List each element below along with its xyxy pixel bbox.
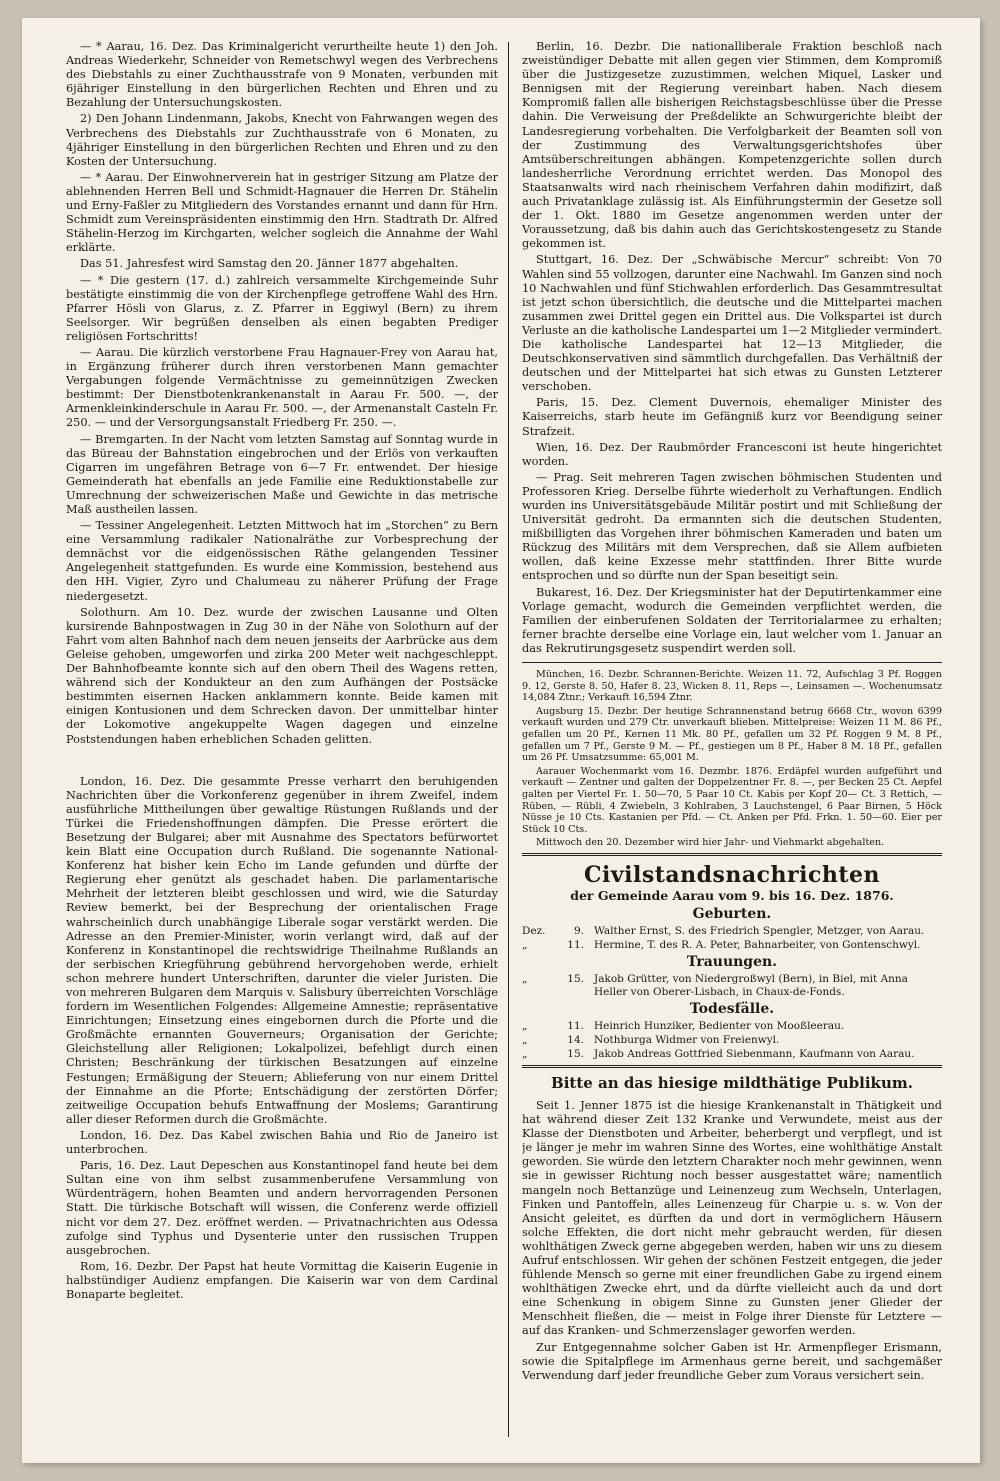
left-column	[66, 40, 498, 1440]
entry-day: 11.	[567, 938, 584, 951]
article-suhr: — * Die gestern (17. d.) zahlreich versammelte Kirchgemeinde Suhr bestätigte einstimmig die von der Kirchenpflege getroffene Wahl des Hrn. Pfarrer Hösli von Glarus, z. Z. Pfarrer in Eggiwyl (Bern) zu ihrem Seelsorger. Wir begrüßen denselben als einen begabten Prediger religiösen Fortschritts!	[66, 273, 498, 343]
entry-text: Hermine, T. des R. A. Peter, Bahnarbeiter, von Gontenschwyl.	[594, 938, 921, 951]
deaths-heading: Todesfälle.	[689, 1000, 775, 1017]
civil-register	[522, 862, 942, 1061]
entry-month: „	[522, 1033, 528, 1046]
market-aarau: Aarauer Wochenmarkt vom 16. Dezmbr. 1876. Erdäpfel wurden aufgeführt und verkauft — Zentner und galten der Doppelzentner Fr. 8. —, per Becken 25 Ct. Aepfel galten per Viertel Fr. 1. 50—70, 5 Paar 10 Ct. Kabis per Kopf 20— Ct. 3 Rettich, — Rüben, — Rübli, 4 Zwiebeln, 3 Kohlraben, 3 Lauchstengel, 6 Paar Birnen, 5 Höck Nüsse je 10 Cts. Kastanien per Pfd. — Ct. Anken per Pfd. Frkn. 1. 50—60. Eier per Stück 10 Cts.	[522, 765, 942, 835]
entry-text: Nothburga Widmer von Freienwyl.	[594, 1033, 780, 1046]
article-prag: — Prag. Seit mehreren Tagen zwischen böhmischen Studenten und Professoren Krieg. Derselbe führte wiederholt zu Verhaftungen. Endlich wurden ins Universitätsgebäude Militär postirt und mit Schließung der Universität gedroht. Da ermannten sich die deutschen Studenten, mißbilligten das Vorgehen ihrer böhmischen Kameraden und baten um Rückzug des Militärs mit dem Versprechen, daß sie Allem aufbieten wollen, daß keine Exzesse mehr stattfinden. Ihrer Bitte wurde entsprochen und so dürfte nun der Span beseitigt sein.	[522, 470, 942, 583]
birth-entry	[522, 939, 942, 952]
article-bremgarten: — Bremgarten. In der Nacht vom letzten Samstag auf Sonntag wurde in das Büreau der Bahnstation eingebrochen und der Erlös von verkauften Cigarren im ungefähren Betrage von 6—7 Fr. entwendet. Der hiesige Gemeinderath hat ebenfalls an jede Familie eine Reduktionstabelle zur Umrechnung der schweizerischen Maße und Gewichte in das metrische Maß austheilen lassen.	[66, 432, 498, 516]
article-london-kabel: London, 16. Dez. Das Kabel zwischen Bahia und Rio de Janeiro ist unterbrochen.	[66, 1128, 498, 1157]
appeal-paragraph: Zur Entgegennahme solcher Gaben ist Hr. Armenpfleger Erismann, sowie die Spitalpflege im Armenhaus gerne bereit, und sachgemäßer Verwendung darf jeder freundliche Geber zum Voraus versichert sein.	[522, 1340, 942, 1382]
entry-month: „	[522, 1019, 528, 1032]
entry-text: Walther Ernst, S. des Friedrich Spengler, Metzger, von Aarau.	[594, 924, 925, 937]
article-berlin: Berlin, 16. Dezbr. Die nationalliberale Fraktion beschloß nach zweistündiger Debatte mit allen gegen vier Stimmen, dem Kompromiß über die Justizgesetze zuzustimmen, welchen Miquel, Lasker und Bennigsen mit der Regierung vereinbart haben. Nach diesem Kompromiß fallen alle bisherigen Reichstagsbeschlüsse über die Presse dahin. Die Verweisung der Preßdelikte an Schwurgerichte bleibt der Landesregierung vorbehalten. Die Verfolgbarkeit der Beamten soll von der Zustimmung des Verwaltungsgerichtshofes über Amtsüberschreitungen abhängen. Kompetenzgerichte sollen durch landesherrliche Verordnung errichtet werden. Das Monopol des Staatsanwalts wird nach rheinischem Verfahren dahin modifizirt, daß auch Privatanklage zulässig ist. Als Einführungstermin der Gesetze soll der 1. Okt. 1880 im Gesetze angenommen werden unter der Voraussetzung, daß bis dahin auch das Gerichtskostengesetz zu Stande gekommen ist.	[522, 40, 942, 251]
entry-text: Jakob Grütter, von Niedergroßwyl (Bern), in Biel, mit Anna Heller von Oberer-Lisbach, in Chaux-de-Fonds.	[594, 972, 908, 998]
article-lindenmann: 2) Den Johann Lindenmann, Jakobs, Knecht von Fahrwangen wegen des Verbrechens des Diebstahls zur Zuchthausstrafe von 6 Monaten, zu 4jähriger Einstellung in den bürgerlichen Rechten und Ehren und zu den Kosten der Untersuchung.	[66, 112, 498, 168]
newspaper-page	[22, 18, 980, 1463]
marriages-heading: Trauungen.	[686, 953, 778, 970]
entry-month: „	[522, 1047, 528, 1060]
entry-day: 15.	[567, 1047, 584, 1060]
appeal-paragraph: Seit 1. Jenner 1875 ist die hiesige Krankenanstalt in Thätigkeit und hat während dieser Zeit 132 Kranke und Verwundete, meist aus der Klasse der Dienstboten und Arbeiter, beherbergt und verpflegt, und ist je länger je mehr im wahren Sinne des Wortes, eine wohlthätige Anstalt geworden. Sie würde den letztern Charakter noch mehr gewinnen, wenn sie in gewisser Richtung noch besser ausgestattet wäre; namentlich mangeln noch Bettanzüge und Leinenzeug zum Wechseln, Unterlagen, Finken und Pantoffeln, alles Leinenzeug für Charpie u. s. w. Von der Ansicht geleitet, es dürften da und dort in vermöglichern Häusern solche Effekten, die dort nicht mehr gebraucht werden, für diesen wohlthätigen Zweck gerne abgegeben werden, haben wir uns zu diesem Aufruf entschlossen. Wir gehen der schönen Festzeit entgegen, die jeder fühlende Mensch so gerne mit einer freundlichen Gabe zu irgend einem wohlthätigen Zwecke ehrt, und da dürfte vielleicht auch da und dort eine Schenkung in obigem Sinne zu Gunsten jener Glieder der Menschheit fließen, die — meist in Folge ihrer Dienste für Letztere — auf das Kranken- und Schmerzenslager geworfen werden.	[522, 1098, 942, 1338]
appeal-notice	[522, 1074, 942, 1383]
market-augsburg: Augsburg 15. Dezbr. Der heutige Schrannenstand betrug 6668 Ctr., wovon 6399 verkauft wurden und 279 Ctr. unverkauft blieben. Mittelpreise: Weizen 11 M. 86 Pf., gefallen um 20 Pf., Kernen 11 Mk. 80 Pf., gefallen um 32 Pf. Roggen 9 M. 8 Pf., gefallen um 7 Pf., Gerste 9 M. — Pf., gestiegen um 8 Pf., Haber 8 M. 18 Pf., gefallen um 26 Pf. Umsatzsumme: 65,001 M.	[522, 705, 942, 764]
article-rom: Rom, 16. Dezbr. Der Papst hat heute Vormittag die Kaiserin Eugenie in halbstündiger Audienz empfangen. Die Kaiserin war von dem Cardinal Bonaparte begleitet.	[66, 1259, 498, 1301]
civil-subtitle: der Gemeinde Aarau vom 9. bis 16. Dez. 1876.	[570, 887, 894, 903]
article-einwohnerverein: — * Aarau. Der Einwohnerverein hat in gestriger Sitzung am Platze der ablehnenden Herren Bell und Schmidt-Hagnauer die Herren Dr. Stähelin und Erny-Faßler zu Mitgliedern des Vorstandes ernannt und dann für Hrn. Schmidt zum Vereinspräsidenten einstimmig den Hrn. Stadtrath Dr. Alfred Stähelin-Herzog im Kirchgarten, welcher sogleich die Annahme der Wahl erklärte.	[66, 170, 498, 255]
market-notice: Mittwoch den 20. Dezember wird hier Jahr- und Viehmarkt abgehalten.	[536, 837, 885, 849]
entry-day: 15.	[567, 972, 584, 985]
article-tessiner: — Tessiner Angelegenheit. Letzten Mittwoch hat im „Storchen“ zu Bern eine Versammlung radikaler Nationalräthe zur Vorbesprechung der demnächst vor die eidgenössischen Räthe gelangenden Tessiner Angelegenheit stattgefunden. Es wurde eine Kommission, bestehend aus den HH. Vigier, Zyro und Chalumeau zu näherer Prüfung der Frage niedergesetzt.	[66, 519, 498, 603]
column-divider	[508, 42, 509, 1437]
entry-month: „	[522, 972, 528, 985]
entry-day: 11.	[567, 1019, 584, 1032]
article-paris-sultan: Paris, 16. Dez. Laut Depeschen aus Konstantinopel fand heute bei dem Sultan eine von ihm selbst zusammenberufene Versammlung von Würdenträgern, hohen Beamten und andern hervorragenden Personen Statt. Die türkische Botschaft will wissen, die Conferenz werde offiziell nicht vor dem 27. Dez. eröffnet werden. — Privatnachrichten aus Odessa zufolge sind Typhus und Dysenterie unter den russischen Truppen ausgebrochen.	[66, 1159, 498, 1257]
article-stuttgart: Stuttgart, 16. Dez. Der „Schwäbische Mercur“ schreibt: Von 70 Wahlen sind 55 vollzogen, darunter eine Nachwahl. Im Ganzen sind noch 10 Nachwahlen und fünf Stichwahlen erforderlich. Das Gesammtresultat ist jetzt schon übersichtlich, die deutsche und die Mittelpartei machen zusammen zwei Drittel gegen ein Drittel aus. Die Volkspartei ist durch Verluste an die katholische Landespartei um 1—2 Mitglieder vermindert. Die katholische Landespartei hat 12—13 Mitglieder, die Deutschkonservativen sind sämmtlich durchgefallen. Das Verhältniß der deutschen und der Mittelpartei hat sich etwas zu Gunsten Letzterer verschoben.	[522, 253, 942, 394]
entry-month: „	[522, 938, 528, 951]
death-entry	[522, 1020, 942, 1033]
market-reports	[522, 669, 942, 849]
appeal-title: Bitte an das hiesige mildthätige Publikum.	[551, 1073, 913, 1092]
article-paris-duvernois: Paris, 15. Dez. Clement Duvernois, ehemaliger Minister des Kaiserreichs, starb heute im Gefängniß kurz vor Beendigung seiner Strafzeit.	[522, 396, 942, 438]
section-gap	[66, 749, 498, 775]
entry-day: 9.	[573, 924, 584, 937]
birth-entry	[522, 925, 942, 938]
article-aarau-kriminalgericht: — * Aarau, 16. Dez. Das Kriminalgericht verurtheilte heute 1) den Joh. Andreas Wiederkehr, Schneider von Remetschwyl wegen des Verbrechens des Diebstahls zu einer Zuchthausstrafe von 9 Monaten, verbunden mit 6jähriger Einstellung in den bürgerlichen Rechten und Ehren und zu Bezahlung der Untersuchungskosten.	[66, 40, 498, 110]
article-london-presse: London, 16. Dez. Die gesammte Presse verharrt den beruhigenden Nachrichten über die Vorkonferenz gegenüber in ihrem Zweifel, indem ausführliche Mittheilungen über gewaltige Rüstungen Rußlands und der Türkei die Friedenshoffnungen dämpfen. Die Presse erörtert die Besetzung der Bulgarei; aber mit Ausnahme des Spectators befürwortet kein Blatt eine Occupation durch Rußland. Die sogenannte National-Konferenz hat bisher kein Echo im Lande gefunden und dürfte der Regierung eher genützt als geschadet haben. Die parlamentarische Mehrheit der letzteren bleibt geschlossen und wird, wie die Saturday Review bemerkt, bei der Besprechung der orientalischen Frage wahrscheinlich durch unabhängige Liberale sogar verstärkt werden. Die Adresse an den Premier-Minister, worin verlangt wird, daß auf der Konferenz in Konstantinopel die rechtswidrige Theilnahme Rußlands an der serbischen Kriegführung gebührend hervorgehoben werde, erhielt schon mehrere hundert Unterschriften, darunter die vieler Juristen. Die von mehreren Bulgaren dem Marquis v. Salisbury überreichten Vorschläge fordern im Wesentlichen Folgendes: Allgemeine Amnestie; repräsentative Einrichtungen; Einsetzung eines eingebornen durch die Pforte und die Großmächte ernannten Gouverneurs; Organisation der Gerichte; Gleichstellung aller Religionen; Lokalpolizei, befehligt durch einen Christen; Beschränkung der türkischen Besatzungen auf einzelne Festungen; Ermäßigung der Steuern; Ablieferung von nur einem Drittel der Einnahme an die Pforte; Entschädigung der zerstörten Dörfer; zeitweilige Occupation behufs Entwaffnung der Moslems; Garantirung aller dieser Reformen durch die Großmächte.	[66, 774, 498, 1126]
section-double-rule	[522, 1065, 942, 1068]
births-heading: Geburten.	[692, 905, 772, 922]
entry-text: Heinrich Hunziker, Bedienter von Mooßleerau.	[594, 1019, 845, 1032]
right-column	[522, 40, 942, 1440]
entry-day: 14.	[567, 1033, 584, 1046]
entry-text: Jakob Andreas Gottfried Siebenmann, Kaufmann von Aarau.	[594, 1047, 915, 1060]
section-double-rule	[522, 853, 942, 856]
article-bukarest: Bukarest, 16. Dez. Der Kriegsminister hat der Deputirtenkammer eine Vorlage gemacht, wodurch die Gemeinden verpflichtet werden, die Familien der einberufenen Soldaten der Territorialarmee zu erhalten; ferner brachte derselbe eine Vorlage ein, laut welcher vom 1. Januar an das Rekrutirungsgesetz suspendirt werden soll.	[522, 585, 942, 655]
article-solothurn: Solothurn. Am 10. Dez. wurde der zwischen Lausanne und Olten kursirende Bahnpostwagen in Zug 30 in der Nähe von Solothurn auf der Fahrt vom alten Bahnhof nach dem neuen jenseits der Aarbrücke aus dem Geleise gehoben, umgeworfen und zirka 200 Meter weit nachgeschleppt. Der Bahnhofbeamte konnte sich auf den obern Theil des Wagens retten, während sich der Kondukteur an den zum Aufhängen der Postsäcke bestimmten eisernen Hacken anklammern konnte. Beide kamen mit einigen Kontusionen und dem Schrecken davon. Der unmittelbar hinter der Lokomotive angekuppelte Wagen dagegen und einzelne Poststendungen haben erheblichen Schaden gelitten.	[66, 605, 498, 746]
death-entry	[522, 1034, 942, 1047]
market-muenchen: München, 16. Dezbr. Schrannen-Berichte. Weizen 11. 72, Aufschlag 3 Pf. Roggen 9. 12, Gerste 8. 50, Hafer 8. 23, Wicken 8. 11, Reps —, Leinsamen —. Wochenumsatz 14,084 Ztnr.; Verkauft 16,594 Ztnr.	[522, 669, 942, 704]
article-wien: Wien, 16. Dez. Der Raubmörder Francesconi ist heute hingerichtet worden.	[522, 440, 942, 468]
article-jahresfest: Das 51. Jahresfest wird Samstag den 20. Jänner 1877 abgehalten.	[80, 257, 459, 271]
marriage-entry	[522, 973, 942, 999]
civil-title: Civilstandsnachrichten	[583, 861, 881, 888]
death-entry	[522, 1048, 942, 1061]
entry-month: Dez.	[522, 924, 546, 937]
section-rule	[522, 662, 942, 663]
article-hagnauer-frey: — Aarau. Die kürzlich verstorbene Frau Hagnauer-Frey von Aarau hat, in Ergänzung früherer durch ihren verstorbenen Mann gemachter Vergabungen folgende Vermächtnisse zu gemeinnützigen Zwecken bestimmt: Der Dienstbotenkrankenanstalt in Aarau Fr. 500. —, der Armenkleinkinderschule in Aarau Fr. 500. —, der Armenanstalt Casteln Fr. 250. — und der Versorgungsanstalt Friedberg Fr. 250. —.	[66, 345, 498, 430]
